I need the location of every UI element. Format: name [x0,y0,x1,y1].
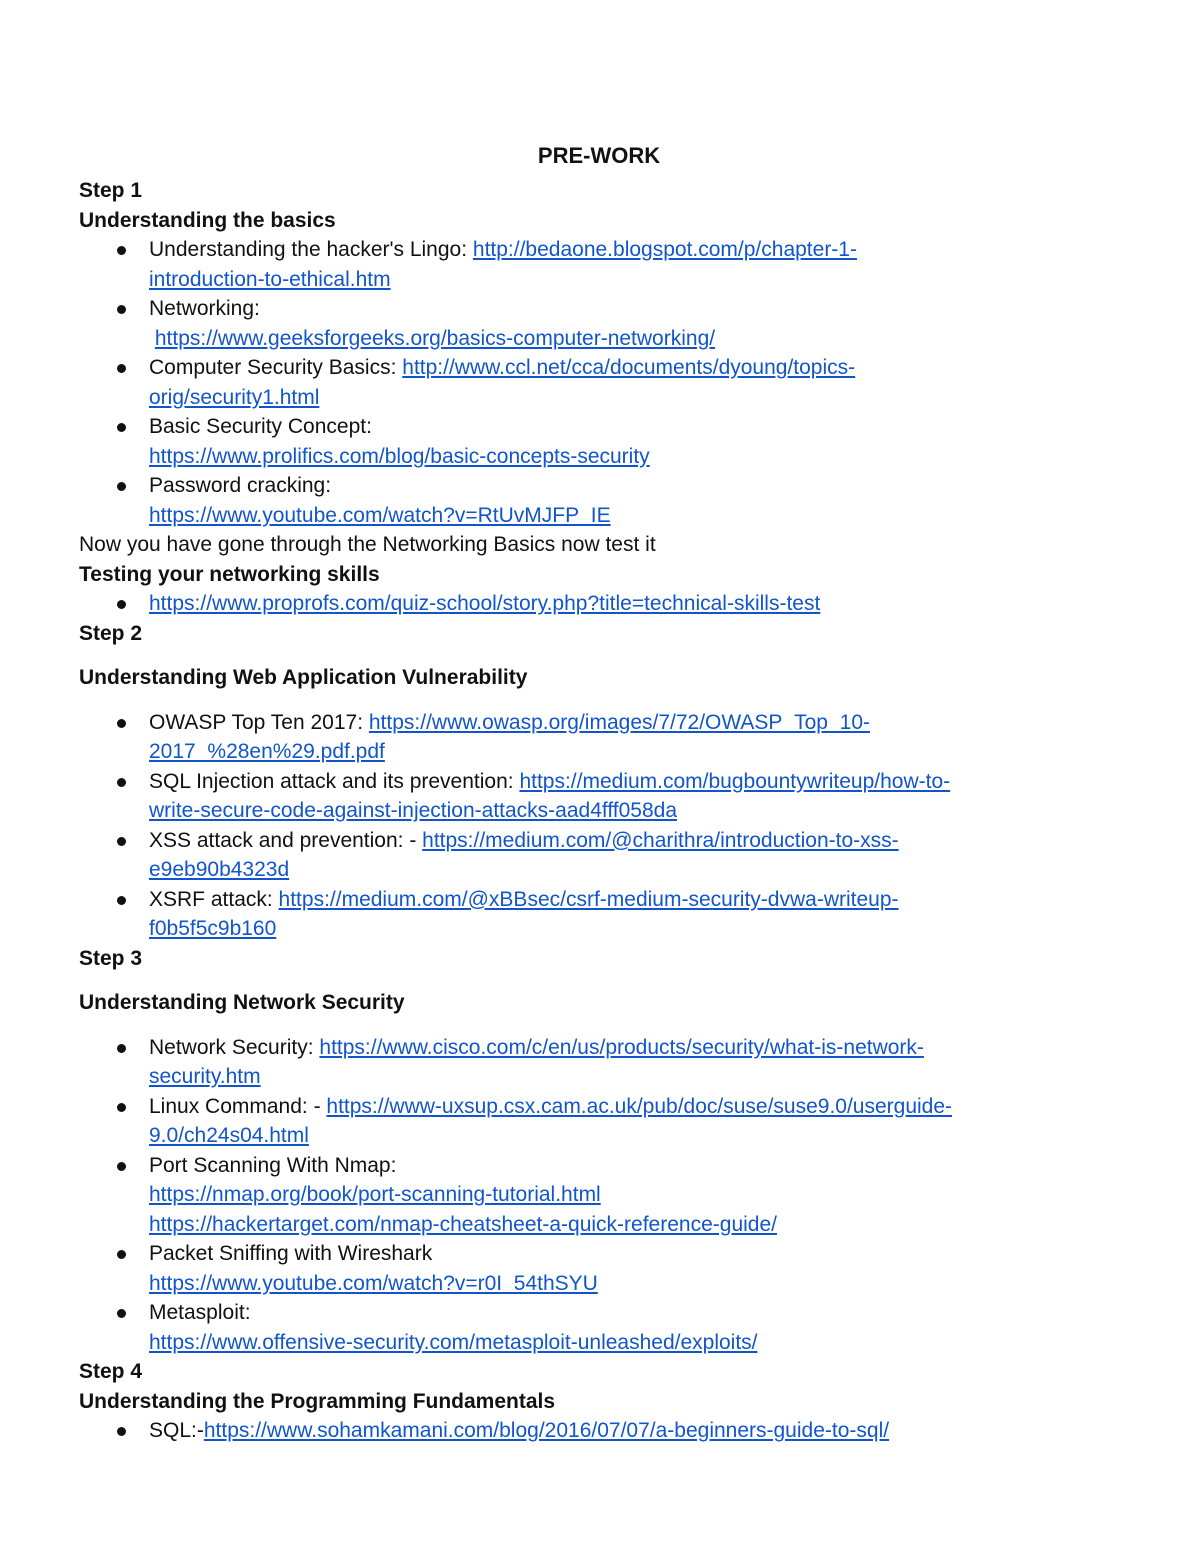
step-4-label: Step 4 [79,1360,143,1383]
bullet-icon [117,1162,126,1171]
bullet-icon [117,1250,126,1259]
step-2-heading: Understanding Web Application Vulnerability [79,666,528,689]
security-basics-link[interactable]: http://www.ccl.net/cca/documents/dyoung/topics- [402,356,856,379]
bullet-icon [117,1309,126,1318]
testing-heading: Testing your networking skills [79,562,380,586]
xsrf-link-cont[interactable]: f0b5f5c9b160 [149,917,277,940]
sql-injection-link[interactable]: https://medium.com/bugbountywriteup/how-to- [519,769,951,793]
list-item [79,353,1139,412]
item-text: SQL:- [149,1419,204,1442]
step-1-label: Step 1 [79,179,143,202]
list-item [79,294,1139,353]
metasploit-link[interactable]: https://www.offensive-security.com/metasploit-unleashed/exploits/ [149,1330,758,1354]
sql-injection-link-cont[interactable]: write-secure-code-against-injection-attacks-aad4fff058da [149,799,678,822]
owasp-link-cont[interactable]: 2017_%28en%29.pdf.pdf [149,740,385,763]
xsrf-link[interactable]: https://medium.com/@xBBsec/csrf-medium-security-dvwa-writeup- [278,887,899,911]
xss-link-cont[interactable]: e9eb90b4323d [149,858,290,881]
item-text: Computer Security Basics: [149,356,403,379]
linux-command-link-cont[interactable]: 9.0/ch24s04.html [149,1124,309,1147]
hackers-lingo-link-cont[interactable]: introduction-to-ethical.htm [149,267,391,291]
wireshark-link[interactable]: https://www.youtube.com/watch?v=r0I_54thSYU [149,1271,598,1295]
bullet-icon [117,423,126,432]
password-cracking-link[interactable]: https://www.youtube.com/watch?v=RtUvMJFP_IE [149,503,611,527]
item-text: XSS attack and prevention: - [149,828,423,852]
skills-test-link[interactable]: https://www.proprofs.com/quiz-school/story.php?title=technical-skills-test [149,592,821,615]
list-item [79,412,1139,471]
networking-link[interactable]: https://www.geeksforgeeks.org/basics-computer-networking/ [154,326,716,350]
list-item [79,471,1139,530]
xss-link[interactable]: https://medium.com/@charithra/introduction-to-xss- [422,828,899,852]
step-4-list [79,1416,1139,1446]
bullet-icon [117,837,126,846]
network-security-link[interactable]: https://www.cisco.com/c/en/us/products/security/what-is-network- [319,1035,924,1059]
hackers-lingo-link[interactable]: http://bedaone.blogspot.com/p/chapter-1- [472,238,857,261]
security-concept-link[interactable]: https://www.prolifics.com/blog/basic-concepts-security [149,444,650,468]
owasp-link[interactable]: https://www.owasp.org/images/7/72/OWASP_Top_10- [368,710,871,734]
bullet-icon [117,1103,126,1112]
step-1-heading: Understanding the basics [79,208,336,232]
bullet-icon [117,778,126,787]
step-2-list [79,708,1139,944]
list-item [79,767,1139,826]
sql-guide-link[interactable]: https://www.sohamkamani.com/blog/2016/07/07/a-beginners-guide-to-sql/ [203,1419,890,1442]
linux-command-link[interactable]: https://www-uxsup.csx.cam.ac.uk/pub/doc/suse/suse9.0/userguide- [326,1094,953,1118]
bullet-icon [117,719,126,728]
list-item [79,708,1139,767]
item-text: Linux Command: - [149,1094,327,1118]
bullet-icon [117,246,126,255]
item-text: Basic Security Concept: [149,415,372,438]
item-text: Network Security: [149,1035,320,1059]
list-item [79,235,1139,294]
list-item [79,1151,1139,1240]
step-1-note: Now you have gone through the Networking Basics now test it [79,533,656,556]
list-item [79,1239,1139,1298]
nmap-cheatsheet-link[interactable]: https://hackertarget.com/nmap-cheatsheet-a-quick-reference-guide/ [149,1212,777,1236]
bullet-icon [117,600,126,609]
step-3-heading: Understanding Network Security [79,991,405,1014]
list-item [79,589,1139,619]
document-page [79,140,1139,1446]
list-item [79,1033,1139,1092]
item-text: Password cracking: [149,474,332,497]
bullet-icon [117,1044,126,1053]
item-text: Port Scanning With Nmap: [149,1153,397,1177]
item-text: XSRF attack: [149,887,279,911]
step-3-label: Step 3 [79,946,143,970]
nmap-tutorial-link[interactable]: https://nmap.org/book/port-scanning-tutorial.html [149,1183,601,1206]
item-text: Metasploit: [149,1301,251,1324]
bullet-icon [117,305,126,314]
step-3-list [79,1033,1139,1358]
list-item [79,1298,1139,1357]
item-text: OWASP Top Ten 2017: [149,710,369,734]
bullet-icon [117,896,126,905]
step-4-heading: Understanding the Programming Fundamentals [79,1389,556,1413]
step-1-list [79,235,1139,530]
bullet-icon [117,1427,126,1436]
item-text: SQL Injection attack and its prevention: [149,769,520,793]
bullet-icon [117,482,126,491]
item-text: Understanding the hacker's Lingo: [149,238,473,261]
security-basics-link-cont[interactable]: orig/security1.html [149,385,320,409]
list-item [79,1416,1139,1446]
page-title: PRE-WORK [537,143,661,168]
testing-list [79,589,1139,619]
item-text: Packet Sniffing with Wireshark [149,1242,433,1265]
step-2-label: Step 2 [79,621,143,645]
bullet-icon [117,364,126,373]
network-security-link-cont[interactable]: security.htm [149,1065,261,1088]
list-item [79,885,1139,944]
list-item [79,826,1139,885]
item-text: Networking: [149,297,260,320]
list-item [79,1092,1139,1151]
